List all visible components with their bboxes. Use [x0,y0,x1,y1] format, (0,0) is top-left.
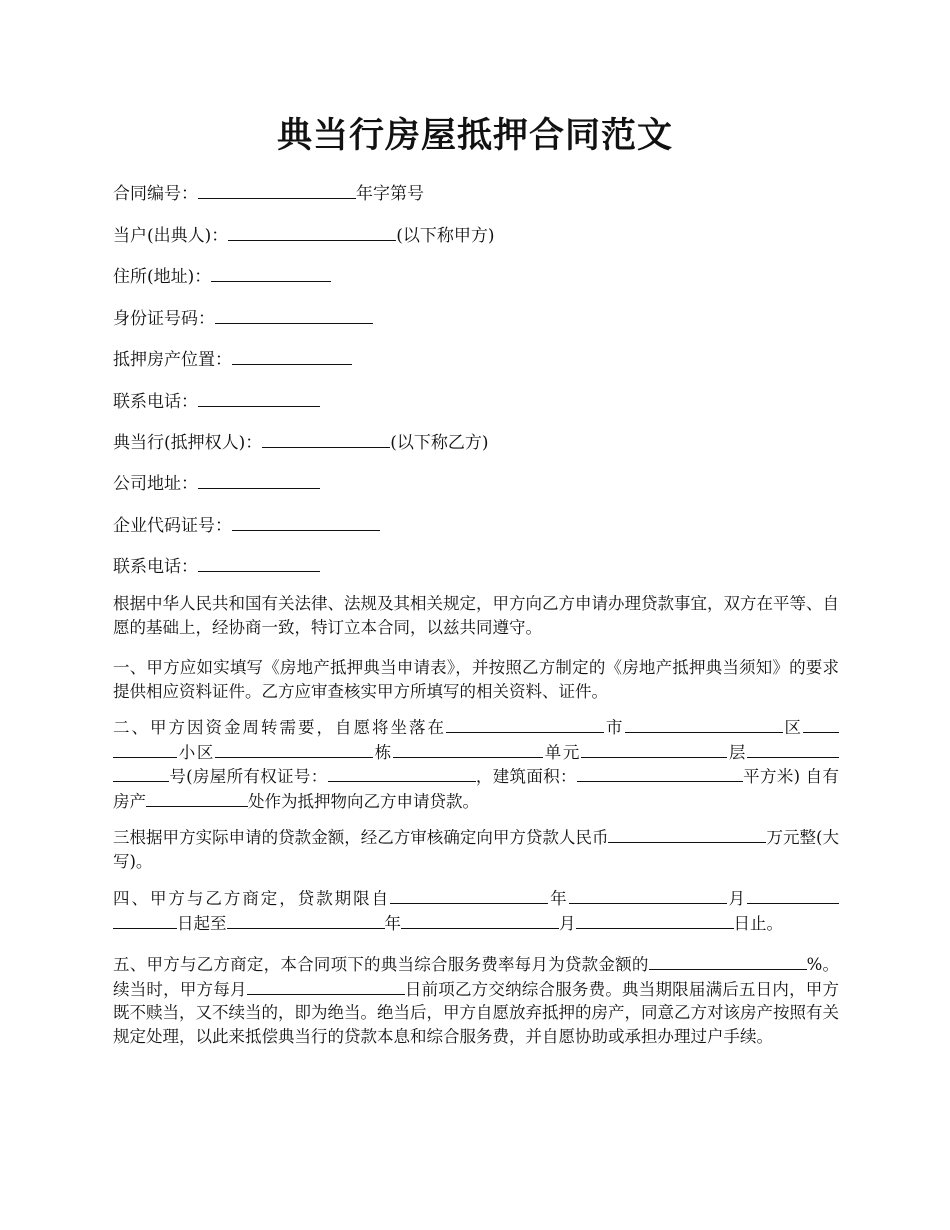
clause-1-paragraph: 一、甲方应如实填写《房地产抵押典当申请表》，并按照乙方制定的《房地产抵押典当须知》的要求提供相应资料证件。乙方应审查核实甲方所填写的相关资料、证件。 [113,658,839,701]
phone-blank-2[interactable] [198,553,320,572]
clause-5-paragraph: 五、甲方与乙方商定，本合同项下的典当综合服务费率每月为贷款金额的 %。续当时，甲方每月 日前项乙方交纳综合服务费。典当期限届满后五日内，甲方既不赎当，又不续当的，即为绝当。绝当后，甲方自愿放弃抵押的房产，同意乙方对该房产按照有关规定处理，以此来抵偿典当行的贷款本息和综合服务费，并自愿协助或承担办理过户手续。 [113,952,839,1048]
fee-rate-blank-cont[interactable] [777,952,807,970]
phone-blank-1[interactable] [198,388,320,407]
pawnshop-blank[interactable] [262,429,390,448]
pawnshop-field [113,429,489,455]
contract-number-field [113,180,424,206]
property-count-blank[interactable] [146,789,248,807]
field-suffix: (以下称甲方) [396,226,495,246]
field-label: 企业代码证号： [113,516,232,536]
field-label: 联系电话： [113,392,198,412]
start-day-blank[interactable] [747,886,839,904]
pawner-field [113,222,495,248]
contract-number-blank[interactable] [198,180,356,199]
field-suffix: (以下称乙方) [390,433,489,453]
ownership-cert-blank[interactable] [328,764,476,782]
clause-4-paragraph: 四、甲方与乙方商定，贷款期限自 年 月日起至 年 月 日止。 [113,886,839,935]
unit-blank[interactable] [393,740,543,758]
start-year-blank[interactable] [390,886,548,904]
building-blank[interactable] [215,740,373,758]
room-blank-cont[interactable] [113,764,169,782]
field-label: 联系电话： [113,557,198,577]
clause-2-paragraph: 二、甲方因资金周转需要，自愿将坐落在 市 区小区 栋 单元 层号(房屋所有权证号： ，建筑面积： 平方米) 自有房产 处作为抵押物向乙方申请贷款。 [113,715,839,813]
field-label: 住所(地址)： [113,267,212,287]
field-label: 合同编号： [113,184,198,204]
loan-amount-blank[interactable] [608,825,766,843]
enterprise-code-blank[interactable] [232,512,380,531]
property-location-blank[interactable] [232,346,352,365]
address-blank[interactable] [211,263,331,282]
fee-rate-blank[interactable] [649,952,777,970]
field-label: 抵押房产位置： [113,350,232,370]
field-label: 典当行(抵押权人)： [113,433,263,453]
address-field [113,263,331,289]
community-blank[interactable] [113,740,177,758]
field-label: 身份证号码： [113,309,215,329]
preamble-paragraph: 根据中华人民共和国有关法律、法规及其相关规定，甲方向乙方申请办理贷款事宜，双方在平等、自愿的基础上，经协商一致，特订立本合同，以兹共同遵守。 [113,594,839,637]
id-number-blank[interactable] [215,305,373,324]
floor-area-blank[interactable] [577,764,743,782]
end-month-blank[interactable] [401,911,559,929]
district-blank-cont[interactable] [803,715,839,733]
district-blank[interactable] [625,715,783,733]
clause-3-paragraph: 三根据甲方实际申请的贷款金额，经乙方审核确定向甲方贷款人民币 万元整(大写)。 [113,825,839,873]
end-day-blank[interactable] [576,911,734,929]
field-suffix: 年字第号 [356,184,424,204]
city-blank[interactable] [446,715,604,733]
end-year-blank[interactable] [227,911,385,929]
document-title: 典当行房屋抵押合同范文 [276,115,673,156]
property-location-field [113,346,352,372]
floor-blank[interactable] [581,740,727,758]
phone-field-2 [113,553,320,579]
enterprise-code-field [113,512,380,538]
company-address-field [113,470,320,496]
pawner-blank[interactable] [228,222,396,241]
id-number-field [113,305,373,331]
phone-field-1 [113,388,320,414]
fee-day-blank[interactable] [247,977,405,995]
field-label: 当户(出典人)： [113,226,229,246]
start-day-blank-cont[interactable] [113,911,177,929]
company-address-blank[interactable] [198,470,320,489]
field-label: 公司地址： [113,474,198,494]
start-month-blank[interactable] [569,886,727,904]
room-blank[interactable] [747,740,839,758]
